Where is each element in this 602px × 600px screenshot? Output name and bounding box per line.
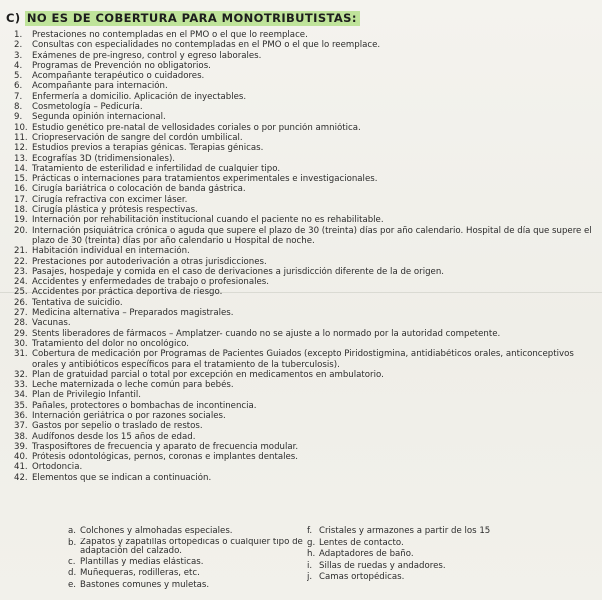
list-item-number: i. (307, 560, 313, 571)
list-item-text: Internación geriátrica o por razones sociales. (32, 410, 226, 421)
list-item-number: 35. (14, 400, 28, 411)
list-item (307, 572, 597, 584)
list-item (68, 538, 303, 557)
list-item-number: d. (68, 568, 77, 579)
section-prefix: C) (6, 11, 21, 25)
list-item-number: 9. (14, 112, 23, 123)
list-item-text: Pasajes, hospedaje y comida en el caso de derivaciones a jurisdicción diferente de la de origen. (32, 266, 445, 277)
list-item-number: c. (68, 556, 76, 567)
list-item-number: 33. (14, 380, 28, 391)
list-item-number: f. (307, 526, 313, 536)
list-item-number: a. (68, 526, 76, 536)
list-item-text: Prácticas o internaciones para tratamientos experimentales e investigacionales. (32, 174, 378, 185)
list-item (14, 205, 599, 215)
list-item-text: Estudio genético pre-natal de vellosidades coriales o por punción amniótica. (32, 122, 361, 133)
list-item-text: Tentativa de suicidio. (32, 297, 123, 308)
list-item-number: 38. (14, 431, 28, 442)
list-item (14, 308, 599, 318)
list-item (14, 329, 599, 339)
list-item (14, 277, 599, 287)
list-item-text: Trasposiftores de frecuencia y aparato de frecuencia modular. (32, 441, 299, 452)
list-item-text: Programas de Prevención no obligatorios. (32, 60, 211, 71)
list-item (14, 143, 599, 153)
list-item-text: Medicina alternativa – Preparados magistrales. (32, 308, 234, 319)
list-item (14, 246, 599, 256)
list-item (14, 411, 599, 421)
list-item-number: 2. (14, 40, 23, 51)
list-item-number: 37. (14, 421, 28, 432)
list-item-text: Audífonos desde los 15 años de edad. (32, 431, 196, 442)
list-item-text: Acompañante para internación. (32, 81, 168, 92)
exclusions-list (14, 30, 599, 483)
list-item-number: 14. (14, 163, 28, 174)
list-item (14, 81, 599, 91)
list-item (307, 526, 597, 538)
list-item-number: 25. (14, 287, 28, 298)
list-item-number: h. (307, 549, 316, 560)
list-item-text: Camas ortopédicas. (319, 572, 405, 583)
list-item-number: 19. (14, 215, 28, 226)
list-item (14, 318, 599, 328)
list-item-text: Elementos que se indican a continuación. (32, 472, 212, 483)
list-item (14, 442, 599, 452)
list-item (14, 123, 599, 133)
list-item-number: 24. (14, 277, 28, 288)
list-item-text: Acompañante terapéutico o cuidadores. (32, 71, 205, 82)
list-item-number: 10. (14, 122, 28, 133)
list-item-number: 4. (14, 60, 23, 71)
list-item (68, 557, 303, 569)
list-item-number: 17. (14, 194, 28, 205)
list-item-number: 26. (14, 297, 28, 308)
list-item-number: 5. (14, 71, 23, 82)
list-item-number: b. (68, 537, 77, 548)
list-item (14, 184, 599, 194)
elements-list-left (68, 526, 303, 591)
list-item (14, 390, 599, 400)
list-item-text: Leche maternizada o leche común para bebés. (32, 380, 234, 391)
list-item-number: 29. (14, 328, 28, 339)
list-item-number: e. (68, 579, 77, 590)
list-item (14, 462, 599, 472)
list-item-text: Prótesis odontológicas, pernos, coronas e implantes dentales. (32, 452, 299, 463)
list-item (14, 380, 599, 390)
list-item (14, 71, 599, 81)
list-item-text: Enfermería a domicilio. Aplicación de inyectables. (32, 91, 247, 102)
list-item-number: 11. (14, 132, 28, 143)
list-item-text: Tratamiento de esterilidad e infertilidad de cualquier tipo. (32, 163, 281, 174)
list-item-text: Cirugía plástica y prótesis respectivas. (32, 205, 198, 216)
list-item-number: 32. (14, 369, 28, 380)
list-item (14, 102, 599, 112)
list-item (14, 40, 599, 50)
list-item-number: 13. (14, 153, 28, 164)
list-item-text: Prestaciones por autoderivación a otras jurisdicciones. (32, 256, 267, 267)
list-item-text: Gastos por sepelio o traslado de restos. (32, 421, 203, 432)
list-item (68, 580, 303, 592)
list-item-number: j. (307, 572, 313, 583)
list-item-text: Plan de Privilegio Infantil. (32, 390, 142, 401)
list-item-number: 27. (14, 308, 28, 319)
list-item (14, 215, 599, 225)
list-item (14, 112, 599, 122)
list-item-number: 36. (14, 410, 28, 421)
list-item-text: Segunda opinión internacional. (32, 112, 166, 123)
list-item-number: 18. (14, 205, 28, 216)
list-item-number: 34. (14, 390, 28, 401)
list-item-text: Muñequeras, rodilleras, etc. (80, 568, 200, 579)
list-item-number: 20. (14, 225, 28, 236)
list-item-number: 30. (14, 338, 28, 349)
list-item-number: g. (307, 537, 316, 548)
list-item (14, 287, 599, 297)
list-item-number: 21. (14, 246, 28, 257)
list-item-text: Colchones y almohadas especiales. (80, 526, 233, 536)
list-item (14, 339, 599, 349)
section-title: NO ES DE COBERTURA PARA MONOTRIBUTISTAS: (25, 11, 360, 26)
list-item (68, 568, 303, 580)
list-item-text: Plantillas y medias elásticas. (80, 556, 204, 567)
list-item-text: Cirugía bariátrica o colocación de banda gástrica. (32, 184, 246, 195)
list-item-text: Cirugía refractiva con excimer láser. (32, 194, 188, 205)
list-item-number: 16. (14, 184, 28, 195)
list-item-number: 39. (14, 441, 28, 452)
list-item (14, 401, 599, 411)
list-item-number: 7. (14, 91, 23, 102)
elements-list-right (307, 526, 597, 584)
list-item (14, 349, 599, 370)
list-item-text: Zapatos y zapatillas ortopédicas o cualquier tipo de adaptación del calzado. (80, 537, 303, 557)
list-item-number: 8. (14, 102, 23, 113)
list-item-text: Criopreservación de sangre del cordón umbilical. (32, 132, 243, 143)
list-item (14, 164, 599, 174)
list-item-number: 1. (14, 30, 23, 40)
list-item (14, 174, 599, 184)
list-item (14, 473, 599, 483)
list-item-text: Tratamiento del dolor no oncológico. (32, 338, 189, 349)
list-item-text: Cristales y armazones a partir de los 15 (319, 526, 491, 536)
list-item (14, 195, 599, 205)
list-item-number: 28. (14, 318, 28, 329)
list-item (14, 133, 599, 143)
list-item (14, 421, 599, 431)
list-item-text: Habitación individual en internación. (32, 246, 190, 257)
section-heading (6, 11, 360, 25)
list-item (307, 561, 597, 573)
list-item-text: Vacunas. (32, 318, 71, 329)
list-item-text: Ortodoncia. (32, 462, 83, 473)
list-item (307, 538, 597, 550)
list-item-text: Lentes de contacto. (319, 537, 404, 548)
list-item-text: Ecografías 3D (tridimensionales). (32, 153, 176, 164)
list-item-number: 23. (14, 266, 28, 277)
list-item-text: Internación por rehabilitación institucional cuando el paciente no es rehabilitable. (32, 215, 384, 226)
list-item (14, 370, 599, 380)
list-item-number: 12. (14, 143, 28, 154)
list-item-text: Prestaciones no contempladas en el PMO o el que lo reemplace. (32, 30, 308, 40)
list-item-number: 41. (14, 462, 28, 473)
list-item (14, 30, 599, 40)
list-item (14, 432, 599, 442)
list-item-number: 3. (14, 50, 23, 61)
list-item-text: Cobertura de medicación por Programas de Pacientes Guiados (excepto Piridostigmina, antidiabéticos orales, anticonceptivos orales y antibióticos específicos para el tratamiento de la tuberculosis). (32, 349, 574, 370)
list-item-text: Stents liberadores de fármacos – Amplatzer- cuando no se ajuste a lo normado por la autoridad competente. (32, 328, 501, 339)
list-item-text: Cosmetología – Pedicuría. (32, 102, 143, 113)
list-item-text: Accidentes y enfermedades de trabajo o profesionales. (32, 277, 270, 288)
list-item-text: Accidentes por práctica deportiva de riesgo. (32, 287, 223, 298)
list-item (14, 154, 599, 164)
list-item (14, 51, 599, 61)
list-item (14, 61, 599, 71)
list-item-text: Bastones comunes y muletas. (80, 579, 210, 590)
list-item-text: Adaptadores de baño. (319, 549, 414, 560)
list-item-number: 42. (14, 472, 28, 483)
list-item-number: 15. (14, 174, 28, 185)
list-item-number: 40. (14, 452, 28, 463)
list-item-text: Estudios previos a terapias génicas. Terapias génicas. (32, 143, 264, 154)
list-item (14, 257, 599, 267)
list-item-number: 22. (14, 256, 28, 267)
list-item (14, 92, 599, 102)
list-item (307, 549, 597, 561)
list-item (14, 298, 599, 308)
list-item-text: Exámenes de pre-ingreso, control y egreso laborales. (32, 50, 262, 61)
list-item-text: Plan de gratuidad parcial o total por excepción en medicamentos en ambulatorio. (32, 369, 384, 380)
list-item-text: Sillas de ruedas y andadores. (319, 560, 446, 571)
list-item (14, 267, 599, 277)
list-item (14, 452, 599, 462)
list-item-text: Consultas con especialidades no contempladas en el PMO o el que lo reemplace. (32, 40, 381, 51)
list-item-text: Pañales, protectores o bombachas de incontinencia. (32, 400, 257, 411)
list-item-text: Internación psiquiátrica crónica o aguda que supere el plazo de 30 (treinta) días por año calendario. Hospital de día que supere el plazo de 30 (treinta) días por año calendario u Hospital de noche. (32, 225, 592, 246)
list-item-number: 31. (14, 349, 28, 360)
list-item (68, 526, 303, 538)
list-item (14, 226, 599, 247)
list-item-number: 6. (14, 81, 23, 92)
